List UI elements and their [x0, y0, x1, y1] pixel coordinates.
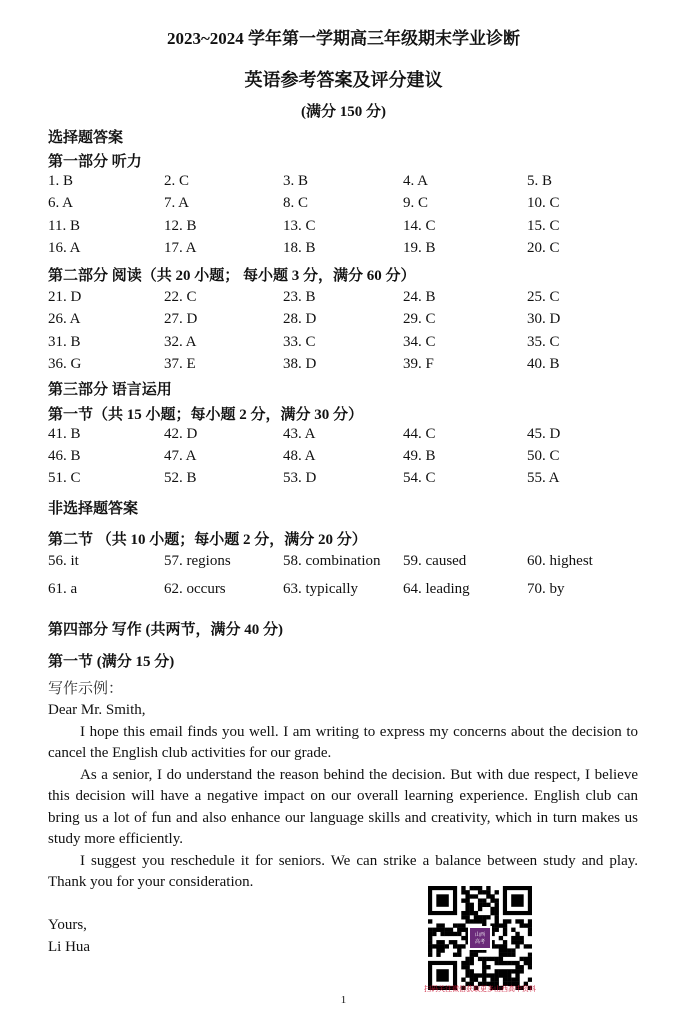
answer-row: [0, 470, 687, 490]
answer-item: 23. B: [283, 289, 316, 305]
answer-item: 41. B: [48, 426, 81, 442]
answer-item: 37. E: [164, 355, 196, 372]
answer-item: 22. C: [164, 289, 197, 305]
answer-item: 15. C: [527, 217, 560, 234]
answer-item: 26. A: [48, 311, 81, 328]
answer-item: 61. a: [48, 581, 78, 597]
answer-item: 36. G: [48, 355, 82, 372]
answer-item: 34. C: [403, 333, 436, 350]
answer-item: 25. C: [527, 289, 560, 305]
answer-item: 53. D: [283, 470, 317, 486]
answer-item: 56. it: [48, 553, 79, 569]
answer-item: 30. D: [527, 311, 561, 328]
answer-item: 16. A: [48, 239, 81, 256]
qr-center-text: 山西: [474, 932, 486, 938]
answer-row: [0, 218, 687, 238]
part2-heading: 第二部分 阅读（共 20 小题； 每小题 3 分，满分 60 分）: [48, 268, 416, 284]
answer-item: 59. caused: [403, 553, 467, 569]
answer-item: 32. A: [164, 333, 197, 350]
part4-heading: 第四部分 写作 (共两节，满分 40 分): [48, 622, 283, 638]
answer-item: 70. by: [527, 581, 565, 597]
answer-item: 3. B: [283, 173, 309, 189]
answer-item: 64. leading: [403, 581, 470, 597]
answer-item: 11. B: [48, 217, 80, 234]
answer-item: 1. B: [48, 173, 74, 189]
answer-item: 9. C: [403, 195, 429, 212]
answer-item: 4. A: [403, 173, 429, 189]
answer-item: 46. B: [48, 448, 81, 464]
full-score: (满分 150 分): [301, 104, 386, 120]
answer-item: 47. A: [164, 448, 197, 464]
part3-heading: 第三部分 语言运用: [48, 382, 172, 398]
answer-item: 35. C: [527, 333, 560, 350]
answer-item: 21. D: [48, 289, 82, 305]
part3-section2-heading: 第二节 （共 10 小题；每小题 2 分，满分 20 分）: [48, 532, 367, 548]
answer-item: 38. D: [283, 355, 317, 372]
answer-row: [0, 289, 687, 309]
non-choice-answers-heading: 非选择题答案: [48, 501, 139, 517]
answer-item: 18. B: [283, 239, 316, 256]
answer-item: 60. highest: [527, 553, 593, 569]
answer-item: 17. A: [164, 239, 197, 256]
answer-item: 57. regions: [164, 553, 231, 569]
answer-item: 63. typically: [283, 581, 358, 597]
answer-row: [0, 426, 687, 446]
answer-row: [0, 173, 687, 193]
answer-row: [0, 240, 687, 260]
answer-item: 12. B: [164, 217, 197, 234]
answer-item: 24. B: [403, 289, 436, 305]
answer-item: 49. B: [403, 448, 436, 464]
answer-item: 50. C: [527, 448, 560, 464]
answer-row: [0, 334, 687, 354]
document-subtitle: 英语参考答案及评分建议: [244, 70, 443, 90]
answer-item: 39. F: [403, 355, 434, 372]
part4-section1-heading: 第一节 (满分 15 分): [48, 654, 175, 670]
answer-item: 27. D: [164, 311, 198, 328]
answer-item: 6. A: [48, 195, 74, 212]
answer-item: 62. occurs: [164, 581, 226, 597]
answer-item: 43. A: [283, 426, 316, 442]
answer-item: 19. B: [403, 239, 436, 256]
answer-item: 20. C: [527, 239, 560, 256]
page-number: 1: [340, 994, 347, 1006]
answer-item: 13. C: [283, 217, 316, 234]
answer-item: 54. C: [403, 470, 436, 486]
letter-paragraph: I suggest you reschedule it for seniors. We can strike a balance between study and play. Thank you for your consideration.: [48, 852, 638, 890]
answer-item: 31. B: [48, 333, 81, 350]
answer-item: 40. B: [527, 355, 560, 372]
letter-paragraph: I hope this email finds you well. I am writing to express my concerns about the decision to cancel the English club activities for our grade.: [48, 723, 638, 761]
svg-text:高考: 高考: [474, 939, 486, 945]
answer-item: 14. C: [403, 217, 436, 234]
letter-greeting: Dear Mr. Smith,: [48, 702, 146, 718]
answer-row: [0, 581, 687, 603]
choice-answers-heading: 选择题答案: [48, 130, 124, 146]
answer-item: 45. D: [527, 426, 561, 442]
letter-signoff: [48, 915, 638, 958]
answer-item: 10. C: [527, 195, 560, 212]
qr-caption: 扫码关注微信获取更多山西高中资料: [424, 985, 536, 993]
answer-item: 7. A: [164, 195, 190, 212]
letter-closing: Yours,: [48, 917, 87, 933]
qr-code-icon: [428, 886, 532, 990]
answer-item: 2. C: [164, 173, 190, 189]
answer-item: 29. C: [403, 311, 436, 328]
part1-heading: 第一部分 听力: [48, 154, 142, 170]
answer-item: 44. C: [403, 426, 436, 442]
answer-item: 5. B: [527, 173, 553, 189]
answer-item: 58. combination: [283, 553, 381, 569]
answer-row: [0, 448, 687, 468]
answer-item: 52. B: [164, 470, 197, 486]
writing-sample-label: 写作示例：: [48, 681, 124, 697]
answer-row: [0, 553, 687, 575]
answer-item: 51. C: [48, 470, 81, 486]
document-title: 2023~2024 学年第一学期高三年级期末学业诊断: [166, 29, 521, 48]
answer-item: 28. D: [283, 311, 317, 328]
answer-row: [0, 311, 687, 331]
letter-paragraph: As a senior, I do understand the reason behind the decision. But with due respect, I believe this decision will have a negative impact on our overall learning experience. English club can bring us a lot of fun and also enhance our language skills and creativity, which in turn makes us study more efficiently.: [48, 766, 638, 847]
answer-item: 8. C: [283, 195, 309, 212]
sample-letter: [48, 700, 638, 894]
letter-signature: Li Hua: [48, 938, 91, 955]
answer-item: 33. C: [283, 333, 316, 350]
answer-row: [0, 356, 687, 376]
part3-section1-heading: 第一节（共 15 小题；每小题 2 分，满分 30 分）: [48, 407, 364, 423]
answer-item: 55. A: [527, 470, 560, 486]
answer-row: [0, 195, 687, 215]
answer-item: 42. D: [164, 426, 198, 442]
answer-item: 48. A: [283, 448, 316, 464]
